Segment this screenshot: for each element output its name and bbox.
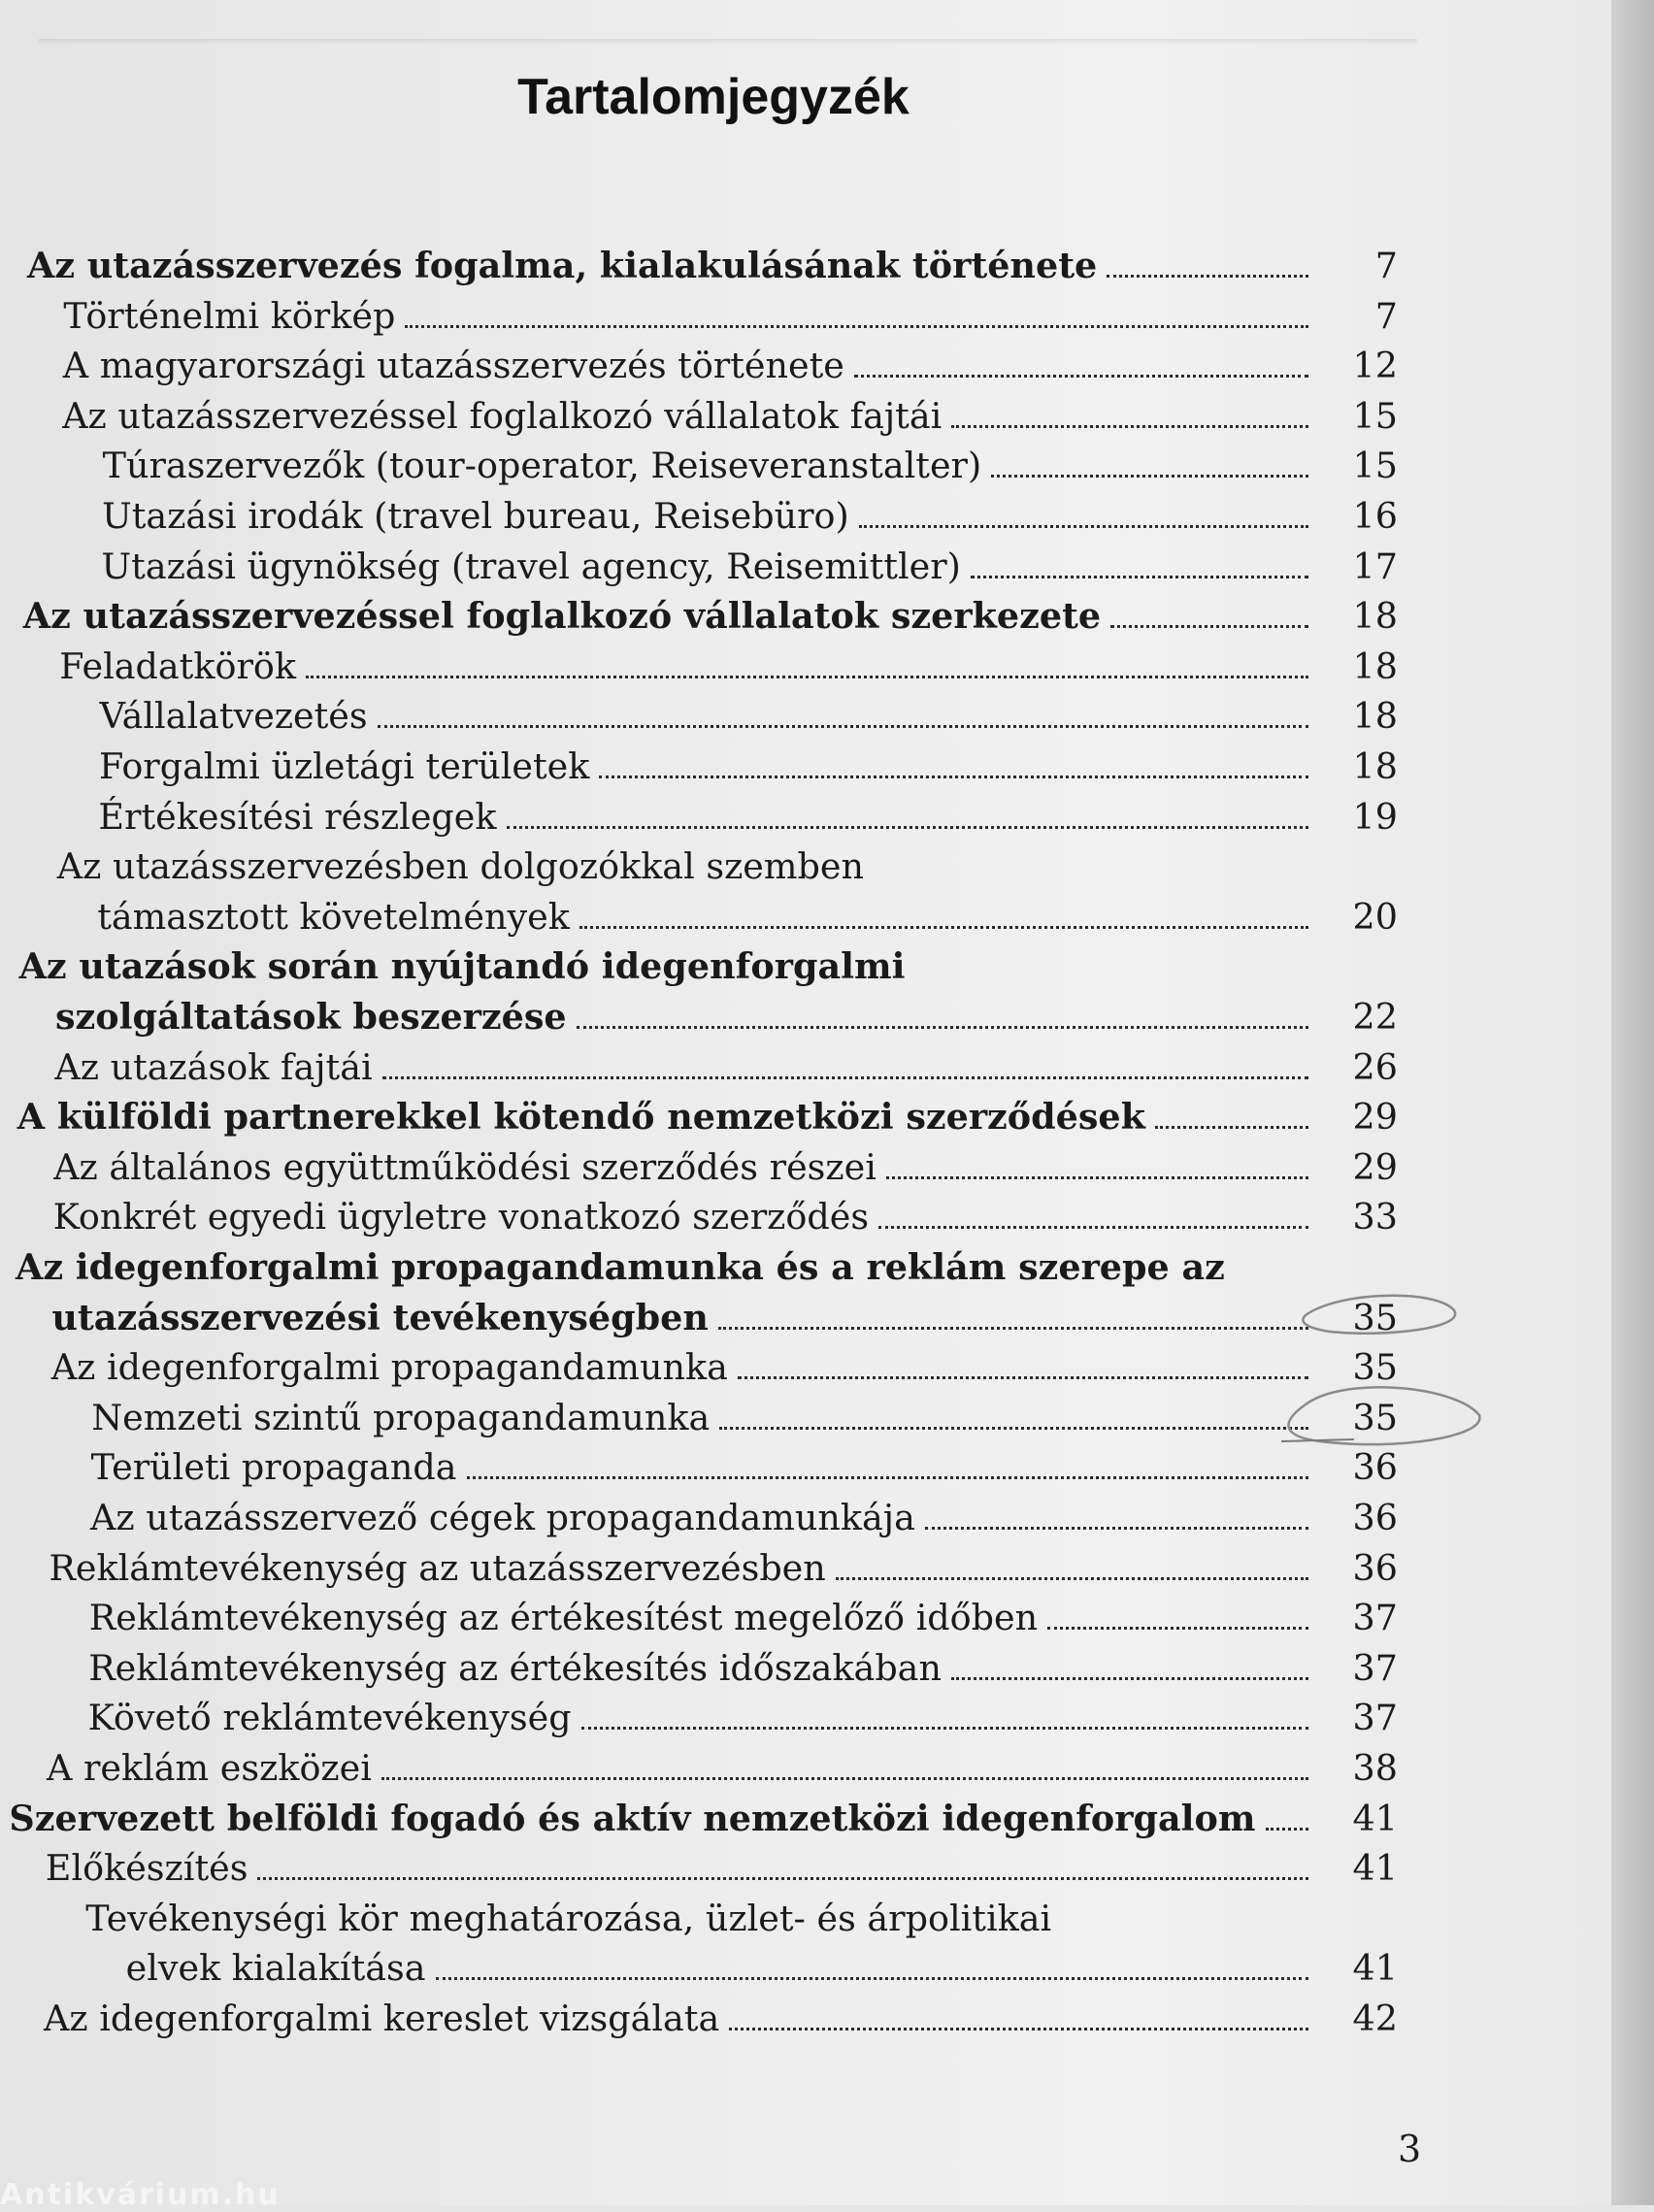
page-number: 3 bbox=[1398, 2128, 1422, 2170]
toc-entry-title: Forgalmi üzletági területek bbox=[99, 745, 590, 787]
toc-page-number: 37 bbox=[1352, 1697, 1398, 1739]
toc-page-number: 36 bbox=[1352, 1446, 1398, 1489]
toc-entry-title: Utazási ügynökség (travel agency, Reisemittler) bbox=[101, 545, 961, 587]
toc-entry-title: támasztott követelmények bbox=[97, 895, 570, 938]
toc-entry-title: Konkrét egyedi ügyletre vonatkozó szerződés bbox=[52, 1196, 870, 1238]
toc-entry-title: Nemzeti szintű propagandamunka bbox=[91, 1396, 711, 1438]
toc-page-number: 15 bbox=[1352, 445, 1398, 487]
toc-page-number: 22 bbox=[1352, 996, 1398, 1038]
toc-page-number: 7 bbox=[1374, 245, 1398, 286]
toc-entry-title: A külföldi partnerekkel kötendő nemzetközi szerződések bbox=[17, 1096, 1145, 1139]
toc-page-number: 38 bbox=[1352, 1747, 1398, 1789]
toc-page-number: 16 bbox=[1352, 495, 1398, 537]
toc-page-number: 35 bbox=[1352, 1346, 1398, 1389]
toc-entry-title: Az utazások során nyújtandó idegenforgalmi bbox=[18, 945, 906, 988]
toc-page-number: 18 bbox=[1352, 745, 1398, 787]
toc-entry-title: Az általános együttműködési szerződés részei bbox=[53, 1145, 877, 1188]
toc-page-number: 36 bbox=[1352, 1546, 1398, 1589]
toc-entry-title: Követő reklámtevékenység bbox=[87, 1697, 572, 1739]
toc-page-number: 41 bbox=[1352, 1847, 1398, 1890]
toc-entry-title: Az idegenforgalmi kereslet vizsgálata bbox=[44, 1997, 720, 2039]
toc-entry-title: Túraszervezők (tour-operator, Reiseveranstalter) bbox=[102, 445, 982, 487]
toc-entry-title: Területi propaganda bbox=[90, 1446, 457, 1489]
toc-entry-title: Utazási irodák (travel bureau, Reisebüro) bbox=[102, 495, 849, 537]
toc-page-number: 17 bbox=[1352, 545, 1398, 587]
watermark: Antikvárium.hu bbox=[0, 2178, 281, 2212]
toc-entry-title: Reklámtevékenység az utazásszervezésben bbox=[49, 1546, 826, 1589]
toc-entry-title: Az idegenforgalmi propagandamunka és a reklám szerepe az bbox=[16, 1246, 1225, 1288]
pencil-circle-2 bbox=[1288, 1387, 1479, 1444]
toc-page-number: 15 bbox=[1352, 394, 1398, 437]
toc-entry-title: A reklám eszközei bbox=[47, 1747, 372, 1789]
toc-page-number: 37 bbox=[1352, 1646, 1398, 1689]
toc-page-number: 35 bbox=[1352, 1296, 1398, 1338]
toc-entry-title: Az utazásszervezés fogalma, kialakulásának története bbox=[27, 245, 1098, 286]
toc-entry-title: A magyarországi utazásszervezés története bbox=[62, 345, 844, 387]
toc-entry-title: Az idegenforgalmi propagandamunka bbox=[50, 1346, 728, 1389]
toc-entry-title: Az utazások fajtái bbox=[54, 1045, 373, 1088]
toc-entry-title: Reklámtevékenység az értékesítés időszakában bbox=[88, 1646, 942, 1689]
toc-page-number: 18 bbox=[1352, 695, 1398, 738]
toc-page-number: 18 bbox=[1352, 644, 1398, 687]
toc-page-number: 41 bbox=[1352, 1797, 1398, 1839]
toc-page-number: 33 bbox=[1352, 1196, 1398, 1238]
toc-page-number: 37 bbox=[1352, 1597, 1398, 1639]
toc-page-number: 36 bbox=[1352, 1497, 1398, 1538]
toc-entry-title: Az utazásszervezéssel foglalkozó vállalatok szerkezete bbox=[22, 595, 1102, 638]
toc-entry-title: Történelmi körkép bbox=[63, 294, 396, 337]
toc-page-number: 42 bbox=[1352, 1997, 1398, 2039]
page-title: Tartalomjegyzék bbox=[517, 69, 910, 125]
toc-page-number: 35 bbox=[1352, 1396, 1398, 1438]
toc-entry-title: Szervezett belföldi fogadó és aktív nemzetközi idegenforgalom bbox=[9, 1797, 1256, 1839]
toc-entry-title: utazásszervezési tevékenységben bbox=[51, 1296, 709, 1338]
toc-entry-title: Tevékenységi kör meghatározása, üzlet- és árpolitikai bbox=[85, 1897, 1052, 1939]
toc-page-number: 29 bbox=[1352, 1145, 1398, 1188]
toc-entry-title: Feladatkörök bbox=[59, 644, 296, 687]
toc-entry-title: Reklámtevékenység az értékesítést megelőző időben bbox=[88, 1597, 1039, 1639]
toc-entry-title: Vállalatvezetés bbox=[99, 695, 368, 738]
toc-entry-title: szolgáltatások beszerzése bbox=[55, 996, 567, 1038]
toc-entry-title: elvek kialakítása bbox=[125, 1947, 426, 1990]
pencil-circle-1 bbox=[1303, 1296, 1455, 1334]
toc-page-number: 19 bbox=[1352, 795, 1398, 838]
toc-page-number: 7 bbox=[1374, 294, 1398, 337]
toc-entry-title: Előkészítés bbox=[45, 1847, 248, 1890]
toc-entry-title: Az utazásszervezéssel foglalkozó vállalatok fajtái bbox=[62, 394, 943, 437]
pencil-stroke bbox=[1281, 1439, 1354, 1441]
toc-entry-title: Az utazásszervező cégek propagandamunkája bbox=[90, 1497, 915, 1538]
toc-entry-title: Értékesítési részlegek bbox=[98, 795, 497, 838]
toc-page-number: 29 bbox=[1352, 1096, 1398, 1139]
toc-page-number: 18 bbox=[1352, 595, 1398, 638]
toc-page-number: 26 bbox=[1352, 1045, 1398, 1088]
toc-entry-title: Az utazásszervezésben dolgozókkal szemben bbox=[56, 845, 864, 888]
toc-page-number: 12 bbox=[1352, 345, 1398, 387]
toc-page-number: 20 bbox=[1352, 895, 1398, 938]
toc-page-number: 41 bbox=[1352, 1947, 1398, 1990]
